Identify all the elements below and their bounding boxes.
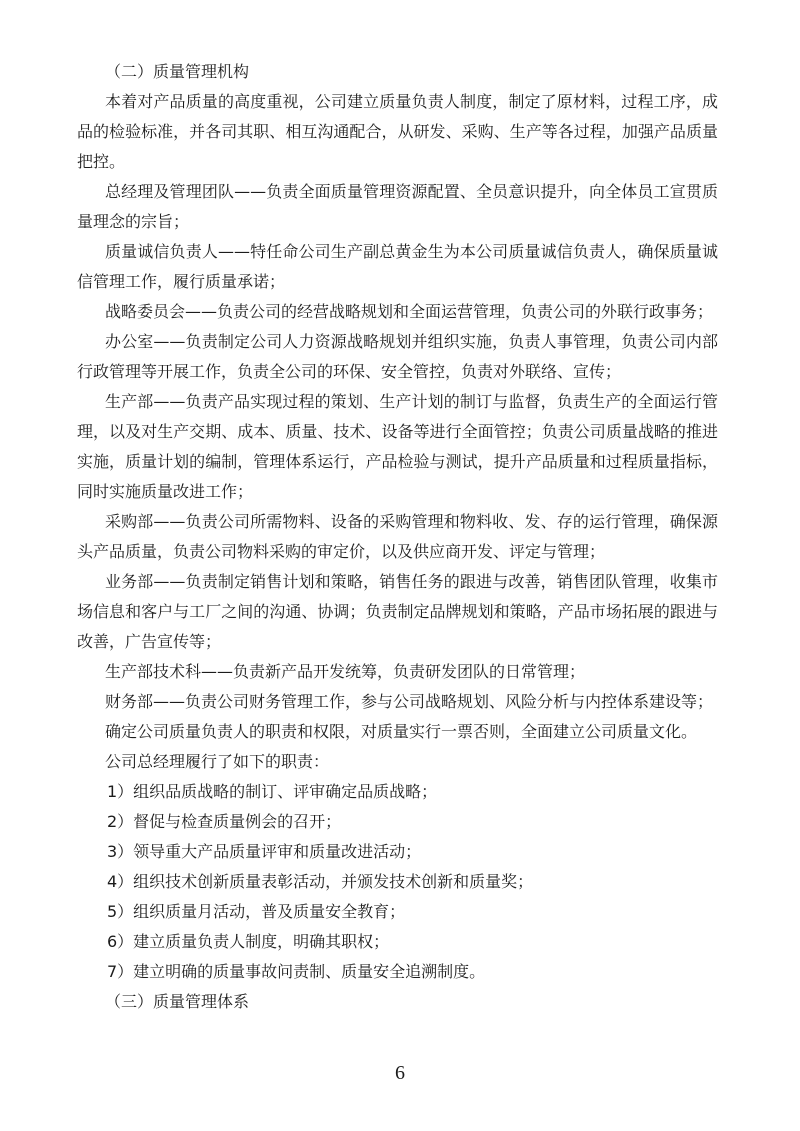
- list-item: 3）领导重大产品质量评审和质量改进活动；: [107, 842, 422, 861]
- list-item: 2）督促与检查质量例会的召开；: [107, 812, 342, 831]
- page-number: 6: [395, 1062, 405, 1084]
- paragraph: 生产部技术科——负责新产品开发统筹，负责研发团队的日常管理；: [105, 662, 586, 681]
- paragraph: 业务部——负责制定销售计划和策略，销售任务的跟进与改善，销售团队管理，收集市场信息和客户与工厂之间的沟通、协调；负责制定品牌规划和策略，产品市场拓展的跟进与改善，广告宣传等；: [77, 572, 718, 651]
- paragraph: 确定公司质量负责人的职责和权限，对质量实行一票否则，全面建立公司质量文化。: [105, 722, 698, 741]
- paragraph: 战略委员会——负责公司的经营战略规划和全面运营管理，负责公司的外联行政事务；: [105, 302, 714, 321]
- paragraph: 采购部——负责公司所需物料、设备的采购管理和物料收、发、存的运行管理，确保源头产品质量，负责公司物料采购的审定价，以及供应商开发、评定与管理；: [77, 512, 718, 561]
- document-body: [77, 57, 718, 1017]
- section-heading: （三）质量管理体系: [105, 992, 250, 1011]
- paragraph: 财务部——负责公司财务管理工作，参与公司战略规划、风险分析与内控体系建设等；: [105, 692, 714, 711]
- list-item: 5）组织质量月活动，普及质量安全教育；: [107, 902, 406, 921]
- paragraph: 本着对产品质量的高度重视，公司建立质量负责人制度，制定了原材料，过程工序，成品的检验标准，并各司其职、相互沟通配合，从研发、采购、生产等各过程，加强产品质量把控。: [77, 92, 718, 171]
- paragraph: 生产部——负责产品实现过程的策划、生产计划的制订与监督，负责生产的全面运行管理，以及对生产交期、成本、质量、技术、设备等进行全面管控；负责公司质量战略的推进实施，质量计划的编制，管理体系运行，产品检验与测试，提升产品质量和过程质量指标，同时实施质量改进工作；: [77, 392, 718, 501]
- list-item: 1）组织品质战略的制订、评审确定品质战略；: [107, 782, 438, 801]
- section-heading: （二）质量管理机构: [105, 62, 250, 81]
- paragraph: 公司总经理履行了如下的职责：: [105, 752, 330, 771]
- paragraph: 办公室——负责制定公司人力资源战略规划并组织实施，负责人事管理，负责公司内部行政管理等开展工作，负责全公司的环保、安全管控，负责对外联络、宣传；: [77, 332, 718, 381]
- paragraph: 质量诚信负责人——特任命公司生产副总黄金生为本公司质量诚信负责人，确保质量诚信管理工作，履行质量承诺；: [77, 242, 718, 291]
- list-item: 4）组织技术创新质量表彰活动，并颁发技术创新和质量奖；: [107, 872, 534, 891]
- paragraph: 总经理及管理团队——负责全面质量管理资源配置、全员意识提升，向全体员工宣贯质量理念的宗旨；: [77, 182, 718, 231]
- list-item: 7）建立明确的质量事故问责制、质量安全追溯制度。: [107, 962, 486, 981]
- list-item: 6）建立质量负责人制度，明确其职权；: [107, 932, 390, 951]
